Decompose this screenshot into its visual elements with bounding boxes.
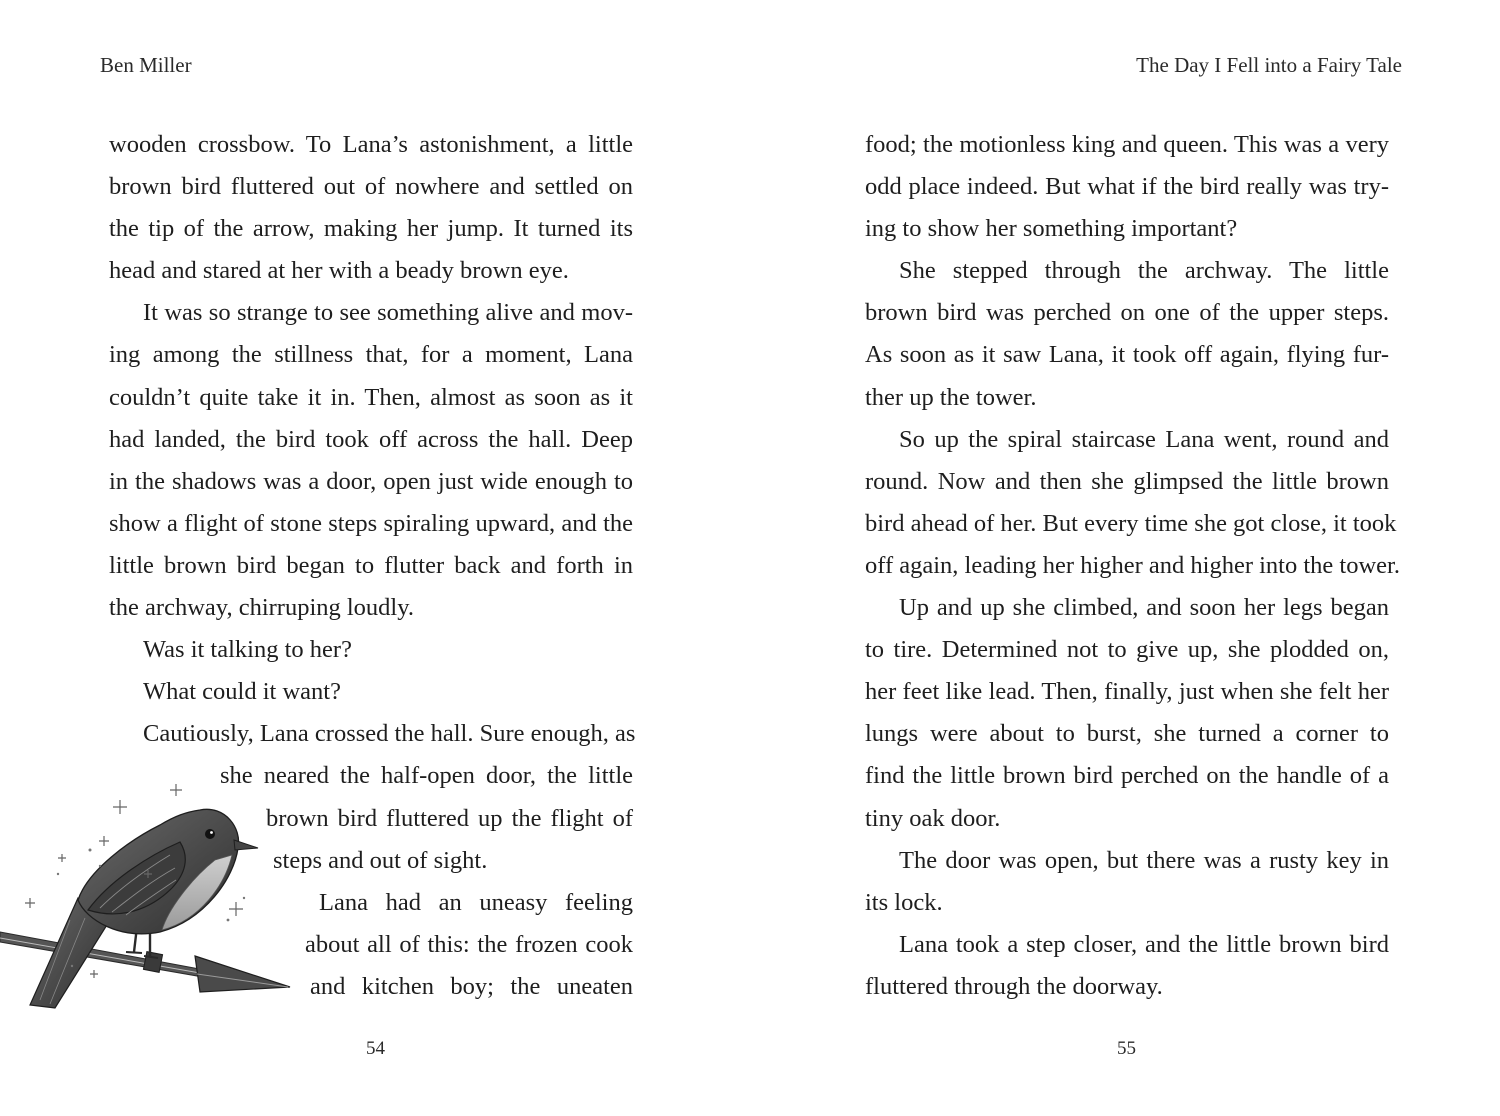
- text-line: off again, leading her higher and higher into the tower.: [865, 551, 1400, 579]
- right-page: [750, 0, 1500, 1116]
- text-line: in the shadows was a door, open just wide enough to: [109, 467, 633, 495]
- text-line: steps and out of sight.: [273, 846, 488, 874]
- text-line: and kitchen boy; the uneaten: [310, 972, 633, 1000]
- text-line: food; the motionless king and queen. This was a very: [865, 131, 1389, 158]
- bird-on-arrow-icon: [0, 770, 300, 1020]
- text-line: wooden crossbow. To Lana’s astonishment, a little: [109, 131, 633, 158]
- text-line: It was so strange to see something alive and mov-: [143, 299, 633, 327]
- text-line: lungs were about to burst, she turned a corner to: [865, 720, 1389, 748]
- text-line: to tire. Determined not to give up, she plodded on,: [865, 636, 1389, 664]
- text-line: she neared the half-open door, the little: [220, 762, 633, 790]
- text-line: Was it talking to her?: [143, 636, 352, 664]
- text-line: find the little brown bird perched on the handle of a: [865, 762, 1389, 790]
- text-line: little brown bird began to flutter back and forth in: [109, 551, 633, 579]
- text-line: brown bird fluttered up the flight of: [266, 804, 633, 832]
- text-line: Lana took a step closer, and the little brown bird: [899, 930, 1389, 958]
- text-line: show a flight of stone steps spiraling upward, and the: [109, 509, 633, 537]
- text-line: So up the spiral staircase Lana went, round and: [899, 425, 1389, 453]
- page-number-right: 55: [1117, 1038, 1136, 1059]
- text-line: Cautiously, Lana crossed the hall. Sure enough, as: [143, 720, 636, 748]
- text-line: ing to show her something important?: [865, 215, 1238, 243]
- right-body-text: [865, 124, 1400, 1008]
- text-line: about all of this: the frozen cook: [305, 930, 633, 958]
- text-line: its lock.: [865, 888, 943, 916]
- running-head-author: Ben Miller: [100, 53, 192, 77]
- text-line: brown bird fluttered out of nowhere and settled on: [109, 173, 633, 201]
- text-line: fluttered through the doorway.: [865, 972, 1163, 1000]
- text-line: ther up the tower.: [865, 383, 1037, 411]
- text-line: the tip of the arrow, making her jump. It turned its: [109, 215, 633, 243]
- text-line: head and stared at her with a beady brown eye.: [109, 257, 569, 285]
- running-head-title: The Day I Fell into a Fairy Tale: [1136, 53, 1402, 77]
- text-line: Up and up she climbed, and soon her legs began: [899, 594, 1389, 622]
- text-line: brown bird was perched on one of the upper steps.: [865, 299, 1389, 327]
- text-line: As soon as it saw Lana, it took off again, flying fur-: [865, 341, 1389, 369]
- text-line: her feet like lead. Then, finally, just when she felt her: [865, 678, 1389, 706]
- text-line: bird ahead of her. But every time she got close, it took: [865, 509, 1397, 537]
- text-line: She stepped through the archway. The little: [899, 257, 1389, 285]
- text-line: the archway, chirruping loudly.: [109, 594, 415, 622]
- text-line: ing among the stillness that, for a moment, Lana: [109, 341, 633, 369]
- text-line: round. Now and then she glimpsed the little brown: [865, 467, 1389, 495]
- text-line: The door was open, but there was a rusty key in: [899, 846, 1389, 874]
- text-line: What could it want?: [143, 678, 341, 706]
- page-number-left: 54: [366, 1038, 385, 1059]
- text-line: Lana had an uneasy feeling: [319, 888, 633, 916]
- text-line: odd place indeed. But what if the bird really was try-: [865, 173, 1389, 201]
- text-line: tiny oak door.: [865, 804, 1001, 832]
- text-line: had landed, the bird took off across the hall. Deep: [109, 425, 633, 453]
- text-line: couldn’t quite take it in. Then, almost as soon as it: [109, 383, 633, 411]
